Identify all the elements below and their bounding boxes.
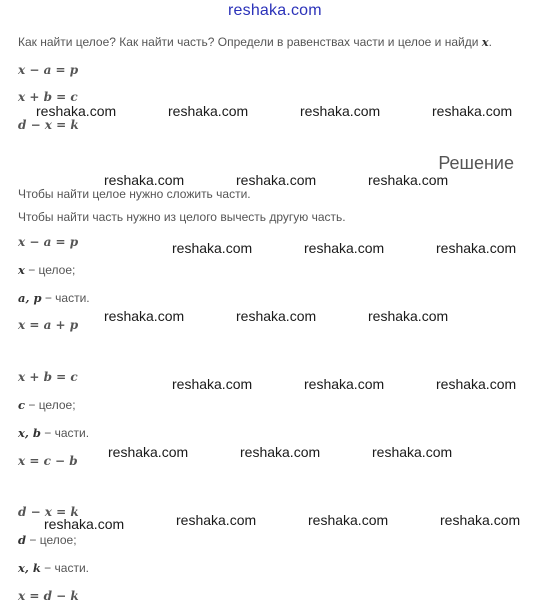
block1-parts (18, 291, 90, 305)
task-suffix: . (488, 35, 492, 49)
block3-parts-text: − части. (40, 561, 89, 575)
watermark: reshaka.com (436, 240, 517, 256)
block3-answer: x = d − k (18, 589, 79, 603)
watermark: reshaka.com (176, 512, 257, 528)
task-prefix: Как найти целое? Как найти часть? Определи в равенствах части и целое и найди (18, 35, 479, 49)
watermark: reshaka.com (240, 444, 321, 460)
block1-parts-text: − части. (41, 291, 90, 305)
task-equation-1: x − a = p (18, 63, 79, 77)
block2-whole-text: − целое; (25, 398, 76, 412)
watermark: reshaka.com (44, 516, 125, 532)
block1-whole-text: − целое; (24, 263, 76, 277)
block2-answer: x = c − b (18, 454, 78, 468)
watermark: reshaka.com (108, 444, 189, 460)
watermark: reshaka.com (304, 376, 385, 392)
watermark: reshaka.com (236, 172, 317, 188)
block1-answer: x = a + p (18, 318, 79, 332)
site-title: reshaka.com (228, 2, 322, 19)
block3-whole-var: d (18, 533, 27, 547)
watermark: reshaka.com (104, 172, 185, 188)
block3-equation: d − x = k (18, 505, 79, 519)
watermark: reshaka.com (440, 512, 521, 528)
watermark: reshaka.com (168, 103, 249, 119)
block1-equation: x − a = p (18, 235, 79, 249)
block1-whole-var: x (18, 263, 25, 277)
block1-parts-var: a, p (18, 291, 42, 305)
block2-whole-var: c (18, 398, 26, 412)
task-equation-3: d − x = k (18, 118, 79, 132)
watermark: reshaka.com (172, 376, 253, 392)
task-variable: x (481, 35, 489, 49)
block3-parts (18, 561, 89, 575)
watermark: reshaka.com (300, 103, 381, 119)
rule-whole: Чтобы найти целое нужно сложить части. (18, 187, 251, 201)
watermark: reshaka.com (36, 103, 117, 119)
block3-whole (18, 533, 77, 547)
watermark: reshaka.com (436, 376, 517, 392)
watermark: reshaka.com (304, 240, 385, 256)
block1-whole (18, 263, 75, 277)
watermark: reshaka.com (368, 308, 449, 324)
block3-parts-var: x, k (18, 561, 41, 575)
block2-equation: x + b = c (18, 370, 78, 384)
rule-part: Чтобы найти часть нужно из целого вычесть другую часть. (18, 210, 346, 224)
watermark: reshaka.com (432, 103, 513, 119)
watermark: reshaka.com (172, 240, 253, 256)
block2-parts-text: − части. (40, 426, 90, 440)
task-equation-2: x + b = c (18, 90, 78, 104)
block3-whole-text: − целое; (26, 533, 77, 547)
watermark: reshaka.com (368, 172, 449, 188)
block2-parts (18, 426, 89, 440)
watermark: reshaka.com (236, 308, 317, 324)
watermark: reshaka.com (104, 308, 185, 324)
watermark: reshaka.com (308, 512, 389, 528)
watermark: reshaka.com (372, 444, 453, 460)
block2-whole (18, 398, 76, 412)
solution-heading: Решение (438, 153, 514, 173)
task-text (18, 35, 492, 49)
block2-parts-var: x, b (18, 426, 41, 440)
